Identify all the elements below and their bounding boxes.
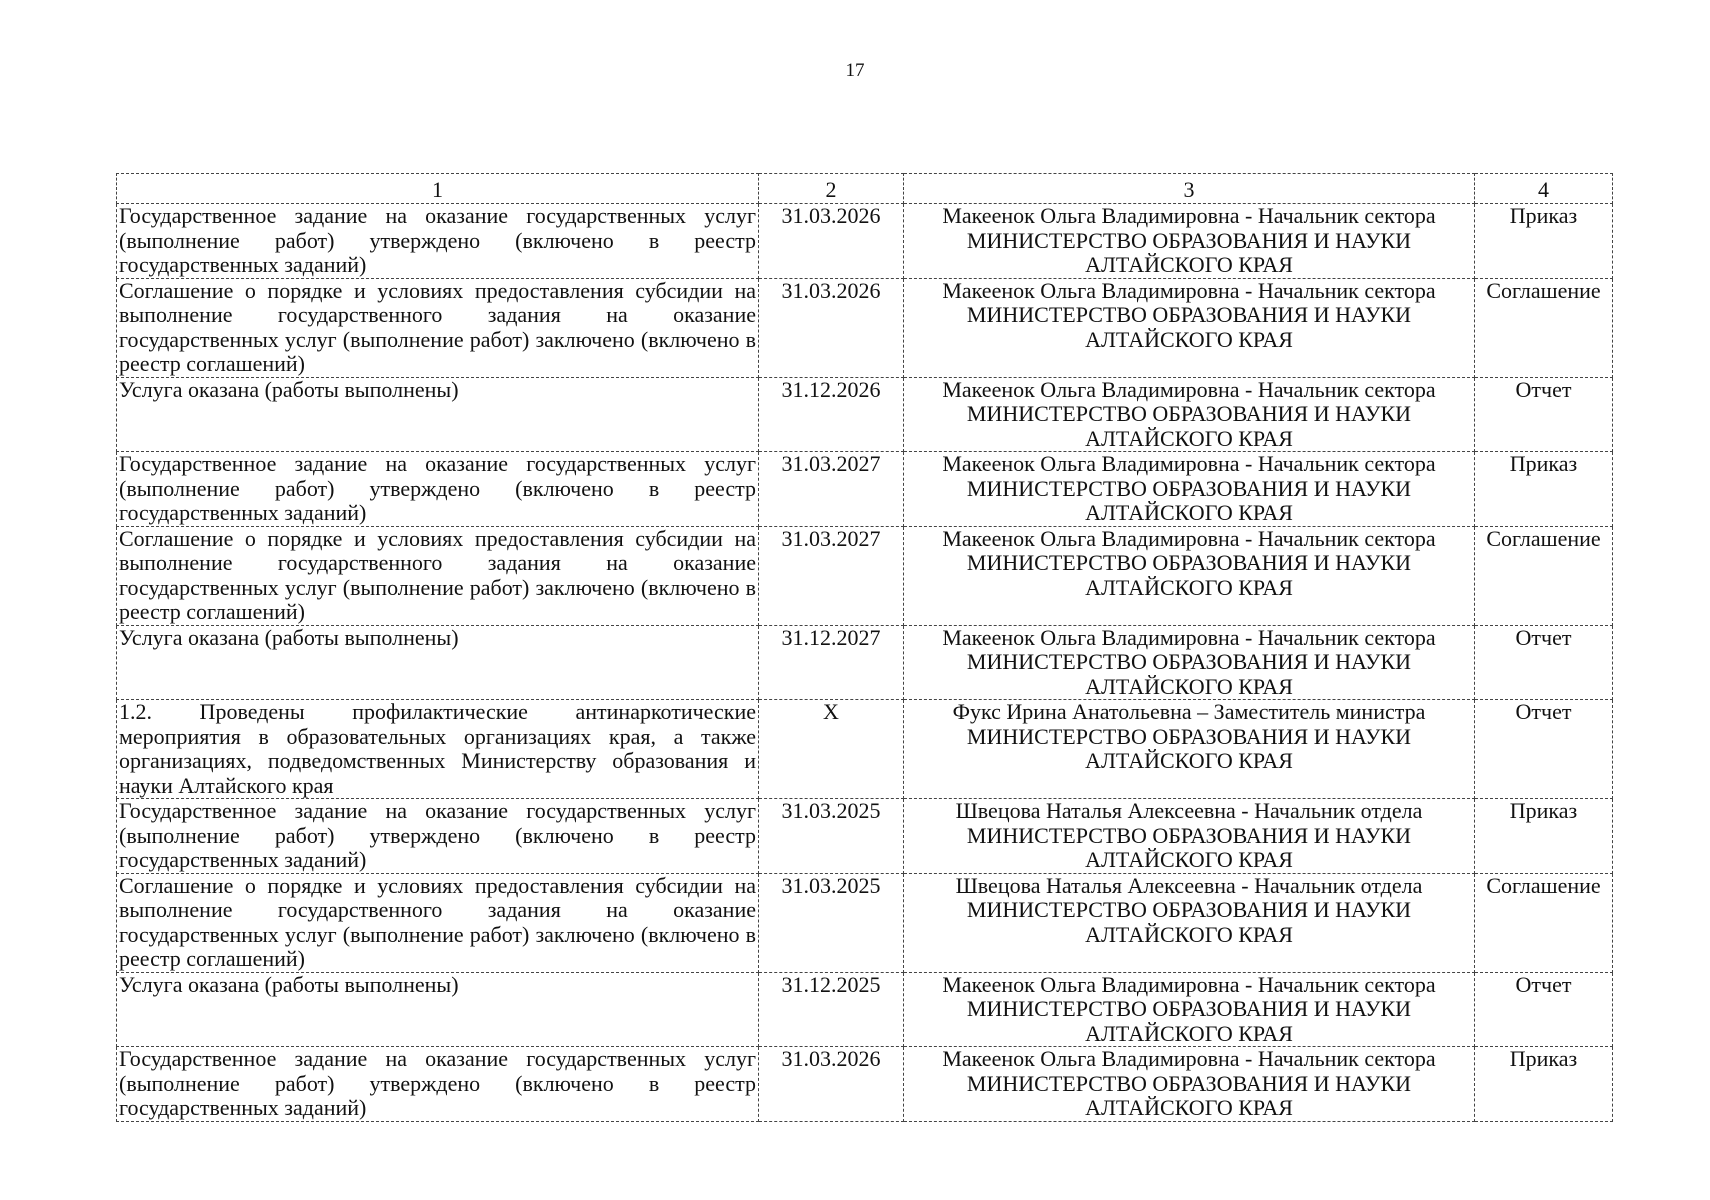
- cell-description: Соглашение о порядке и условиях предоставления субсидии на выполнение государственного задания на оказание государственных услуг (выполнение работ) заключено (включено в реестр соглашений): [117, 526, 759, 625]
- cell-description: Соглашение о порядке и условиях предоставления субсидии на выполнение государственного задания на оказание государственных услуг (выполнение работ) заключено (включено в реестр соглашений): [117, 873, 759, 972]
- cell-date: 31.03.2026: [759, 1047, 904, 1122]
- responsible-organization: МИНИСТЕРСТВО ОБРАЗОВАНИЯ И НАУКИ АЛТАЙСКОГО КРАЯ: [966, 1070, 1412, 1120]
- table-row: [117, 972, 1613, 1047]
- table-header-row: [117, 174, 1613, 204]
- cell-date: 31.12.2026: [759, 377, 904, 452]
- table-row: [117, 799, 1613, 874]
- column-header-4: 4: [1475, 174, 1613, 204]
- cell-document-type: Отчет: [1475, 625, 1613, 700]
- document-table: [116, 173, 1613, 1122]
- cell-date: 31.12.2025: [759, 972, 904, 1047]
- responsible-person: Макеенок Ольга Владимировна - Начальник сектора: [942, 525, 1436, 551]
- cell-document-type: Приказ: [1475, 452, 1613, 527]
- cell-responsible: [904, 377, 1475, 452]
- cell-responsible: [904, 799, 1475, 874]
- cell-responsible: [904, 1047, 1475, 1122]
- cell-description: Государственное задание на оказание государственных услуг (выполнение работ) утверждено (включено в реестр государственных заданий): [117, 204, 759, 279]
- cell-description: Государственное задание на оказание государственных услуг (выполнение работ) утверждено (включено в реестр государственных заданий): [117, 799, 759, 874]
- cell-document-type: Приказ: [1475, 204, 1613, 279]
- cell-description: Государственное задание на оказание государственных услуг (выполнение работ) утверждено (включено в реестр государственных заданий): [117, 452, 759, 527]
- cell-date: X: [759, 700, 904, 799]
- table-row: [117, 700, 1613, 799]
- responsible-person: Макеенок Ольга Владимировна - Начальник сектора: [942, 203, 1436, 228]
- cell-responsible: [904, 452, 1475, 527]
- cell-description: Соглашение о порядке и условиях предоставления субсидии на выполнение государственного задания на оказание государственных услуг (выполнение работ) заключено (включено в реестр соглашений): [117, 278, 759, 377]
- column-header-3: 3: [904, 174, 1475, 204]
- cell-document-type: Приказ: [1475, 1047, 1613, 1122]
- cell-responsible: [904, 625, 1475, 700]
- responsible-person: Макеенок Ольга Владимировна - Начальник сектора: [942, 971, 1436, 997]
- cell-document-type: Отчет: [1475, 377, 1613, 452]
- responsible-organization: МИНИСТЕРСТВО ОБРАЗОВАНИЯ И НАУКИ АЛТАЙСКОГО КРАЯ: [966, 822, 1412, 872]
- cell-document-type: Отчет: [1475, 700, 1613, 799]
- responsible-person: Макеенок Ольга Владимировна - Начальник сектора: [942, 1046, 1436, 1071]
- responsible-organization: МИНИСТЕРСТВО ОБРАЗОВАНИЯ И НАУКИ АЛТАЙСКОГО КРАЯ: [966, 723, 1412, 773]
- responsible-person: Макеенок Ольга Владимировна - Начальник сектора: [942, 451, 1436, 476]
- cell-date: 31.12.2027: [759, 625, 904, 700]
- page-number: 17: [845, 60, 865, 81]
- cell-document-type: Соглашение: [1475, 526, 1613, 625]
- column-header-2: 2: [759, 174, 904, 204]
- responsible-person: Макеенок Ольга Владимировна - Начальник сектора: [942, 277, 1436, 303]
- responsible-organization: МИНИСТЕРСТВО ОБРАЗОВАНИЯ И НАУКИ АЛТАЙСКОГО КРАЯ: [966, 649, 1412, 699]
- cell-responsible: [904, 204, 1475, 279]
- responsible-organization: МИНИСТЕРСТВО ОБРАЗОВАНИЯ И НАУКИ АЛТАЙСКОГО КРАЯ: [966, 401, 1412, 451]
- table-row: [117, 204, 1613, 279]
- table-row: [117, 452, 1613, 527]
- responsible-person: Макеенок Ольга Владимировна - Начальник сектора: [942, 376, 1436, 402]
- cell-description: Услуга оказана (работы выполнены): [117, 625, 759, 700]
- cell-date: 31.03.2026: [759, 278, 904, 377]
- responsible-person: Фукс Ирина Анатольевна – Заместитель министра: [952, 699, 1426, 724]
- cell-responsible: [904, 526, 1475, 625]
- responsible-organization: МИНИСТЕРСТВО ОБРАЗОВАНИЯ И НАУКИ АЛТАЙСКОГО КРАЯ: [966, 227, 1412, 277]
- responsible-organization: МИНИСТЕРСТВО ОБРАЗОВАНИЯ И НАУКИ АЛТАЙСКОГО КРАЯ: [966, 302, 1412, 352]
- cell-responsible: [904, 700, 1475, 799]
- cell-responsible: [904, 278, 1475, 377]
- table-row: [117, 625, 1613, 700]
- table-body: [117, 204, 1613, 1122]
- responsible-person: Швецова Наталья Алексеевна - Начальник отдела: [955, 798, 1423, 823]
- cell-description: Государственное задание на оказание государственных услуг (выполнение работ) утверждено (включено в реестр государственных заданий): [117, 1047, 759, 1122]
- table-row: [117, 1047, 1613, 1122]
- table-row: [117, 526, 1613, 625]
- cell-document-type: Отчет: [1475, 972, 1613, 1047]
- cell-date: 31.03.2026: [759, 204, 904, 279]
- cell-date: 31.03.2027: [759, 452, 904, 527]
- cell-document-type: Приказ: [1475, 799, 1613, 874]
- responsible-organization: МИНИСТЕРСТВО ОБРАЗОВАНИЯ И НАУКИ АЛТАЙСКОГО КРАЯ: [966, 996, 1412, 1046]
- responsible-organization: МИНИСТЕРСТВО ОБРАЗОВАНИЯ И НАУКИ АЛТАЙСКОГО КРАЯ: [966, 475, 1412, 525]
- responsible-organization: МИНИСТЕРСТВО ОБРАЗОВАНИЯ И НАУКИ АЛТАЙСКОГО КРАЯ: [966, 550, 1412, 600]
- cell-document-type: Соглашение: [1475, 873, 1613, 972]
- responsible-person: Макеенок Ольга Владимировна - Начальник сектора: [942, 624, 1436, 650]
- cell-responsible: [904, 873, 1475, 972]
- cell-description: Услуга оказана (работы выполнены): [117, 972, 759, 1047]
- table-row: [117, 873, 1613, 972]
- cell-responsible: [904, 972, 1475, 1047]
- column-header-1: 1: [117, 174, 759, 204]
- cell-date: 31.03.2025: [759, 799, 904, 874]
- cell-date: 31.03.2027: [759, 526, 904, 625]
- cell-document-type: Соглашение: [1475, 278, 1613, 377]
- responsible-organization: МИНИСТЕРСТВО ОБРАЗОВАНИЯ И НАУКИ АЛТАЙСКОГО КРАЯ: [966, 897, 1412, 947]
- cell-description: Услуга оказана (работы выполнены): [117, 377, 759, 452]
- cell-description: 1.2. Проведены профилактические антинаркотические мероприятия в образовательных организациях края, а также организациях, подведомственных Министерству образования и науки Алтайского края: [117, 700, 759, 799]
- table-row: [117, 377, 1613, 452]
- cell-date: 31.03.2025: [759, 873, 904, 972]
- responsible-person: Швецова Наталья Алексеевна - Начальник отдела: [955, 872, 1423, 898]
- table-row: [117, 278, 1613, 377]
